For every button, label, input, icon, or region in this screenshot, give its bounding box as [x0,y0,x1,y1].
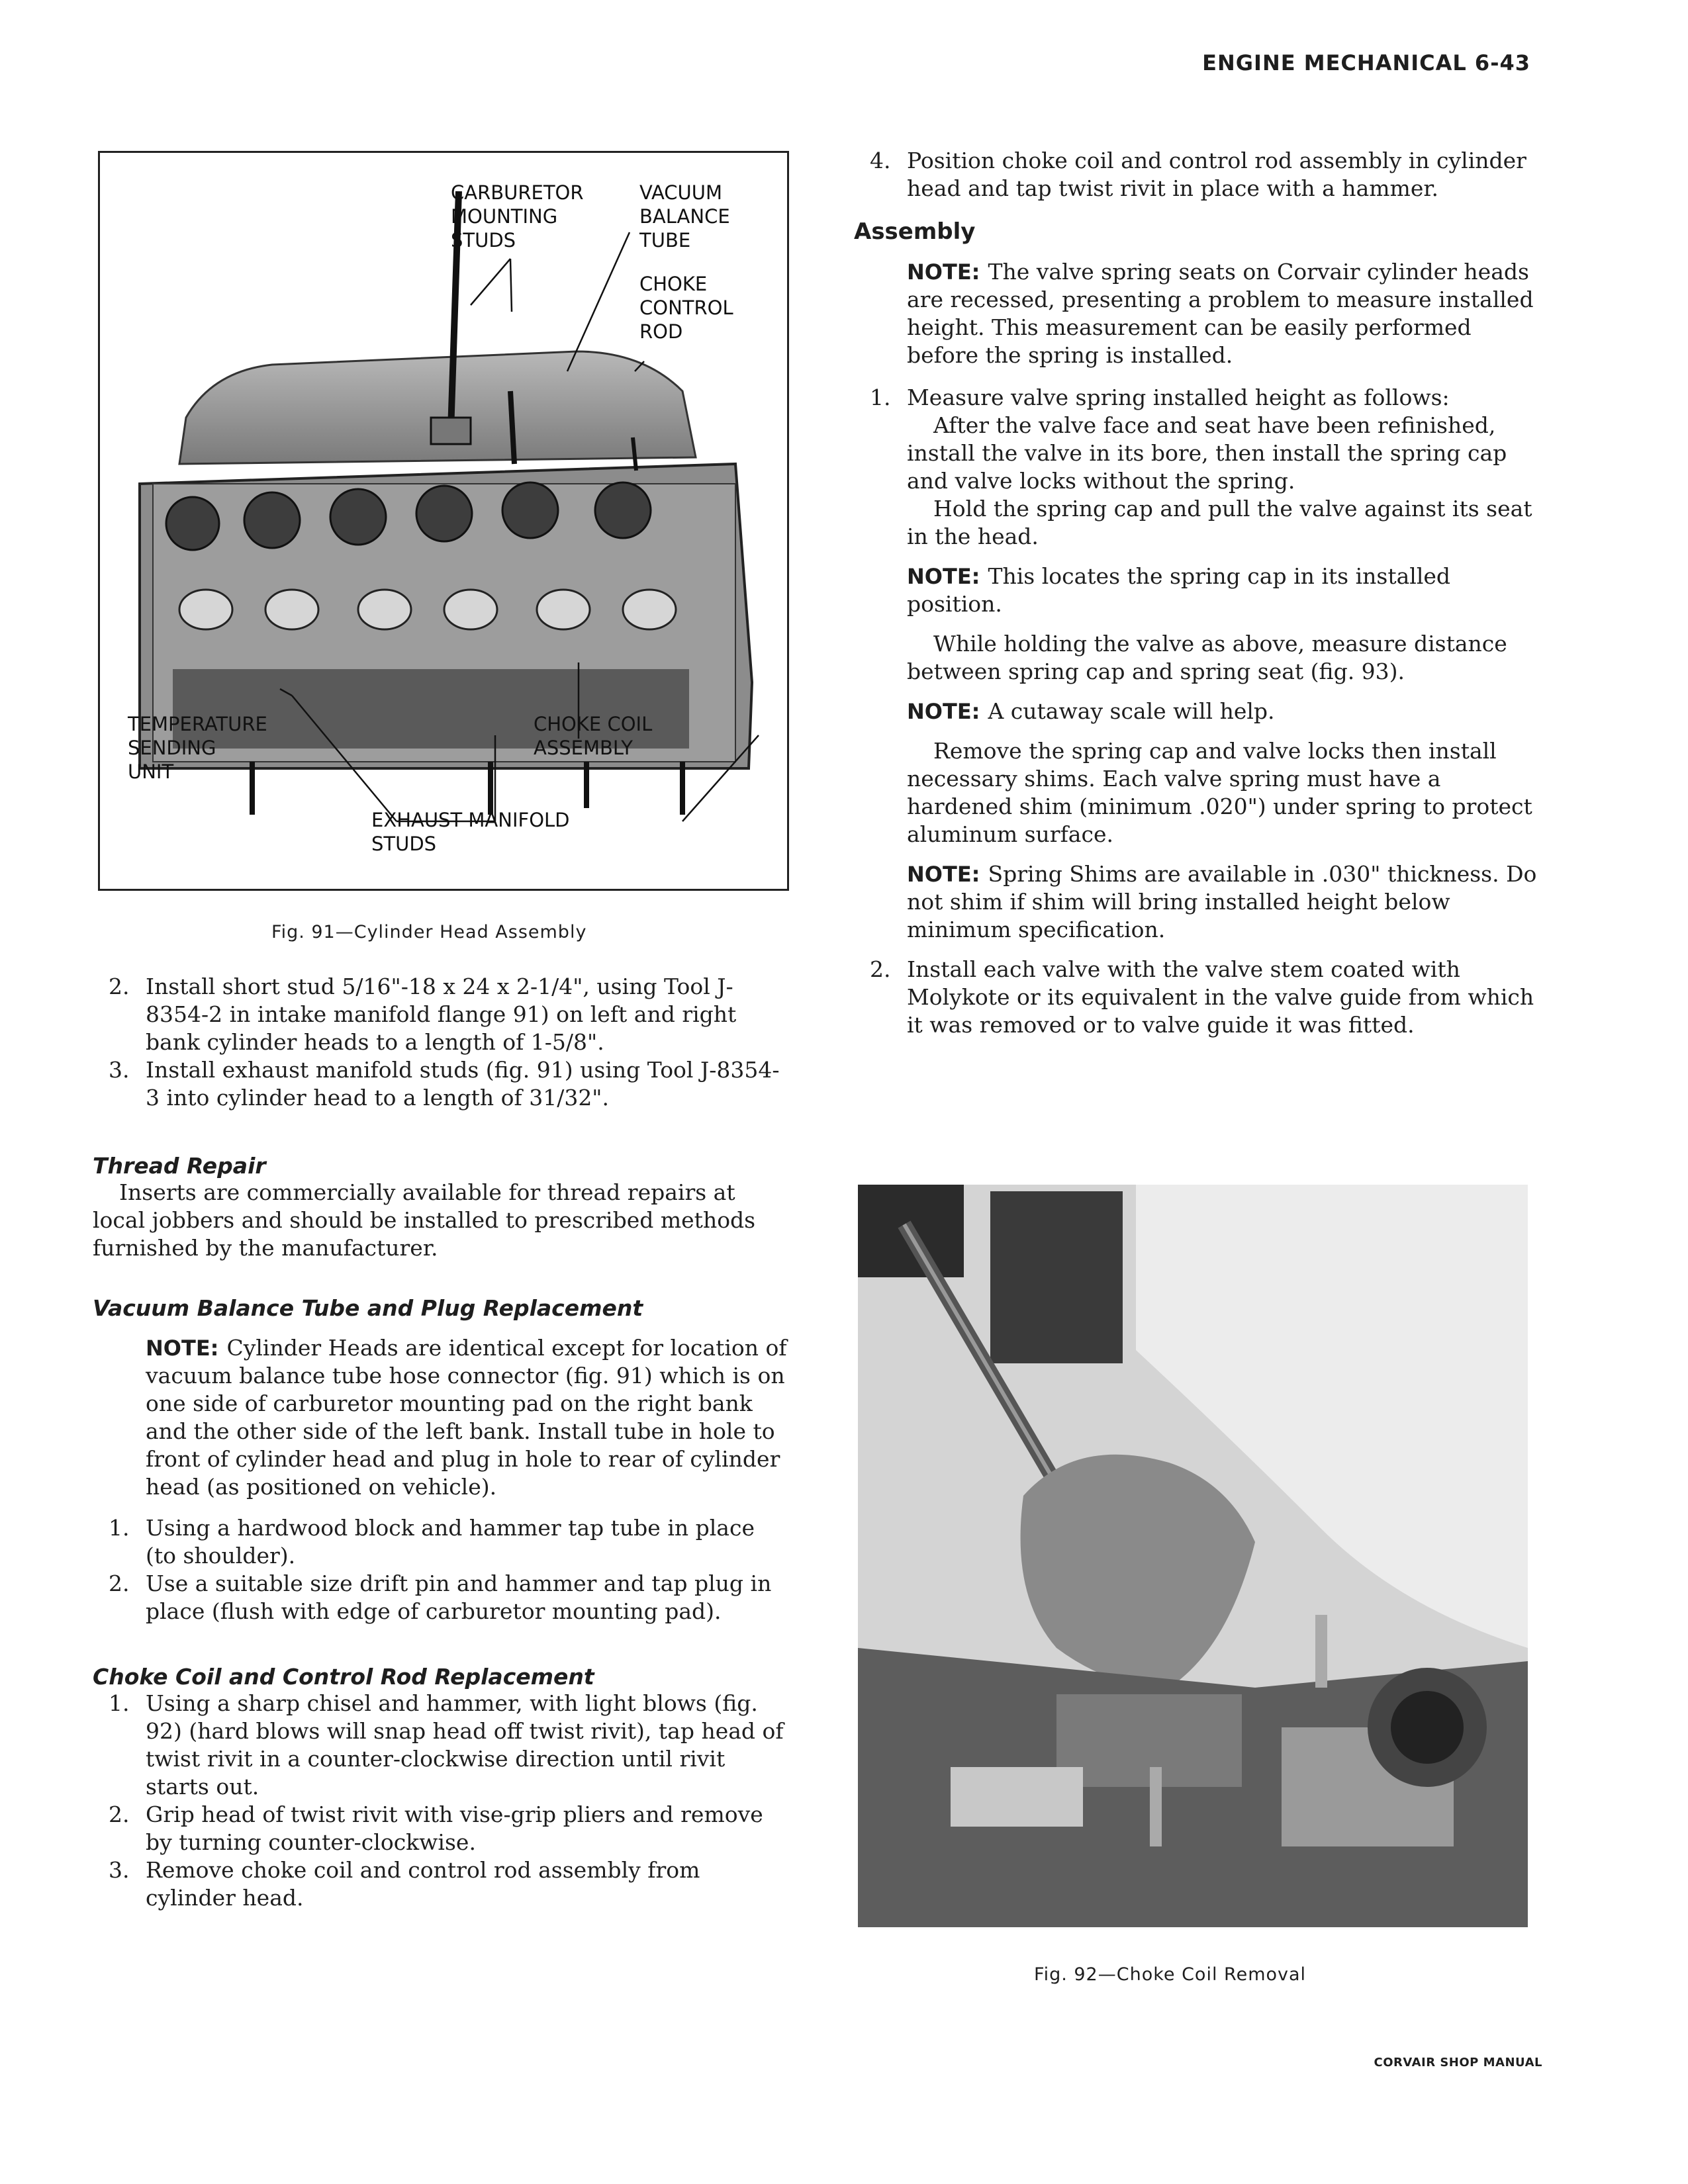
label-line: UNIT [128,760,174,783]
step-3-exhaust-studs [93,1056,788,1112]
step-number: 1. [109,1515,130,1541]
label-line: SENDING [128,737,216,759]
note-label: NOTE: [907,564,980,589]
note-label: NOTE: [907,259,980,285]
step-text: Remove choke coil and control rod assembly from cylinder head. [146,1857,700,1911]
choke-step-4 [854,147,1549,203]
note-spring-cap [907,563,1549,618]
label-line: ROD [639,320,683,343]
figure-92-caption: Fig. 92—Choke Coil Removal [1034,1964,1307,1985]
label-exhaust-manifold-studs [371,808,570,856]
step-text: Hold the spring cap and pull the valve against its seat in the head. [907,496,1532,549]
left-column [93,973,788,1912]
note-spring-shims [907,860,1549,944]
heading-assembly: Assembly [854,218,976,245]
label-line: MOUNTING [451,205,558,228]
step-number: 2. [109,1801,130,1827]
note-label: NOTE: [907,862,980,887]
label-choke-coil-assembly [534,712,652,760]
step-number: 3. [109,1857,130,1883]
page-header: ENGINE MECHANICAL 6-43 [1202,50,1530,75]
label-vacuum-balance-tube [639,181,730,252]
label-line: ASSEMBLY [534,737,633,759]
label-carburetor-mounting-studs [451,181,584,252]
step-text: Measure valve spring installed height as follows: [907,385,1450,410]
label-line: EXHAUST MANIFOLD [371,809,570,831]
vacuum-step-1 [93,1514,788,1570]
step-text: Use a suitable size drift pin and hammer and tap plug in place (flush with edge of carburetor mounting pad). [146,1570,772,1624]
step-text: Grip head of twist rivit with vise-grip pliers and remove by turning counter-clockwise. [146,1801,763,1855]
step-text: Install each valve with the valve stem coated with Molykote or its equivalent in the valve guide from which it was removed or to valve guide it was fitted. [907,956,1534,1038]
step-text: Install short stud 5/16"-18 x 24 x 2-1/4", using Tool J-8354-2 in intake manifold flange 91) on left and right bank cylinder heads to a length of 1-5/8". [146,974,737,1055]
vacuum-step-2 [93,1570,788,1625]
label-line: TEMPERATURE [128,713,267,735]
assembly-step-1 [854,384,1549,551]
para-measure-distance: While holding the valve as above, measure distance between spring cap and spring seat (fig. 93). [907,631,1507,684]
note-text: A cutaway scale will help. [988,698,1275,724]
label-line: STUDS [371,833,437,855]
label-line: CHOKE COIL [534,713,653,735]
label-line: STUDS [451,229,516,251]
assembly-step-2 [854,956,1549,1039]
note-valve-spring-seats [907,258,1549,369]
step-number: 4. [870,148,891,173]
heading-choke-coil-replacement: Choke Coil and Control Rod Replacement [93,1664,594,1690]
step-number: 2. [109,974,130,999]
heading-thread-repair: Thread Repair [93,1153,266,1179]
figure-91-caption: Fig. 91—Cylinder Head Assembly [271,922,587,942]
step-text: Using a hardwood block and hammer tap tube in place (to shoulder). [146,1515,755,1569]
note-cutaway-scale [907,698,1549,725]
note-label: NOTE: [907,699,980,724]
right-column [854,147,1549,1039]
label-line: CONTROL [639,296,733,319]
step-number: 1. [109,1690,130,1716]
heading-vacuum-balance-tube: Vacuum Balance Tube and Plug Replacement [93,1295,643,1321]
label-line: CARBURETOR [451,181,584,204]
label-line: TUBE [639,229,691,251]
note-text: Cylinder Heads are identical except for location of vacuum balance tube hose connector (fig. 91) which is on one side of carburetor mounting pad on the right bank and the other side of the left bank. Install tube in hole to front of cylinder head and plug in hole to rear of cylinder head (as positioned on vehicle). [146,1335,787,1500]
step-text: Position choke coil and control rod assembly in cylinder head and tap twist rivit in place with a hammer. [907,148,1526,201]
note-text: The valve spring seats on Corvair cylinder heads are recessed, presenting a problem to measure installed height. This measurement can be easily performed before the spring is installed. [907,259,1534,368]
step-number: 2. [870,956,891,982]
note-text: Spring Shims are available in .030" thickness. Do not shim if shim will bring installed height below minimum specification. [907,861,1537,942]
label-line: VACUUM [639,181,723,204]
label-temperature-sending-unit [128,712,267,784]
choke-step-1 [93,1690,788,1801]
thread-repair-text: Inserts are commercially available for thread repairs at local jobbers and should be installed to prescribed methods furnished by the manufacturer. [93,1179,756,1261]
para-remove-spring-cap: Remove the spring cap and valve locks then install necessary shims. Each valve spring must have a hardened shim (minimum .020") under spring to protect aluminum surface. [907,738,1532,847]
label-line: BALANCE [639,205,730,228]
choke-coil-removal-photo [858,1185,1528,1927]
note-text: This locates the spring cap in its installed position. [907,563,1451,617]
figure-91-cylinder-head [98,151,789,891]
step-text: After the valve face and seat have been refinished, install the valve in its bore, then install the spring cap and valve locks without the spring. [907,412,1507,494]
page-footer: CORVAIR SHOP MANUAL [1374,2056,1542,2070]
step-2-install-stud [93,973,788,1056]
figure-92-photo [858,1185,1528,1927]
step-text: Install exhaust manifold studs (fig. 91) using Tool J-8354-3 into cylinder head to a length of 31/32". [146,1057,780,1111]
choke-step-3 [93,1856,788,1912]
step-text: Using a sharp chisel and hammer, with light blows (fig. 92) (hard blows will snap head off twist rivit), tap head of twist rivit in a counter-clockwise direction until rivit starts out. [146,1690,784,1799]
label-choke-control-rod [639,272,733,343]
note-label: NOTE: [146,1336,219,1361]
note-vacuum-balance [146,1334,788,1501]
choke-step-2 [93,1801,788,1856]
step-number: 2. [109,1570,130,1596]
label-line: CHOKE [639,273,708,295]
step-number: 3. [109,1057,130,1083]
step-number: 1. [870,385,891,410]
